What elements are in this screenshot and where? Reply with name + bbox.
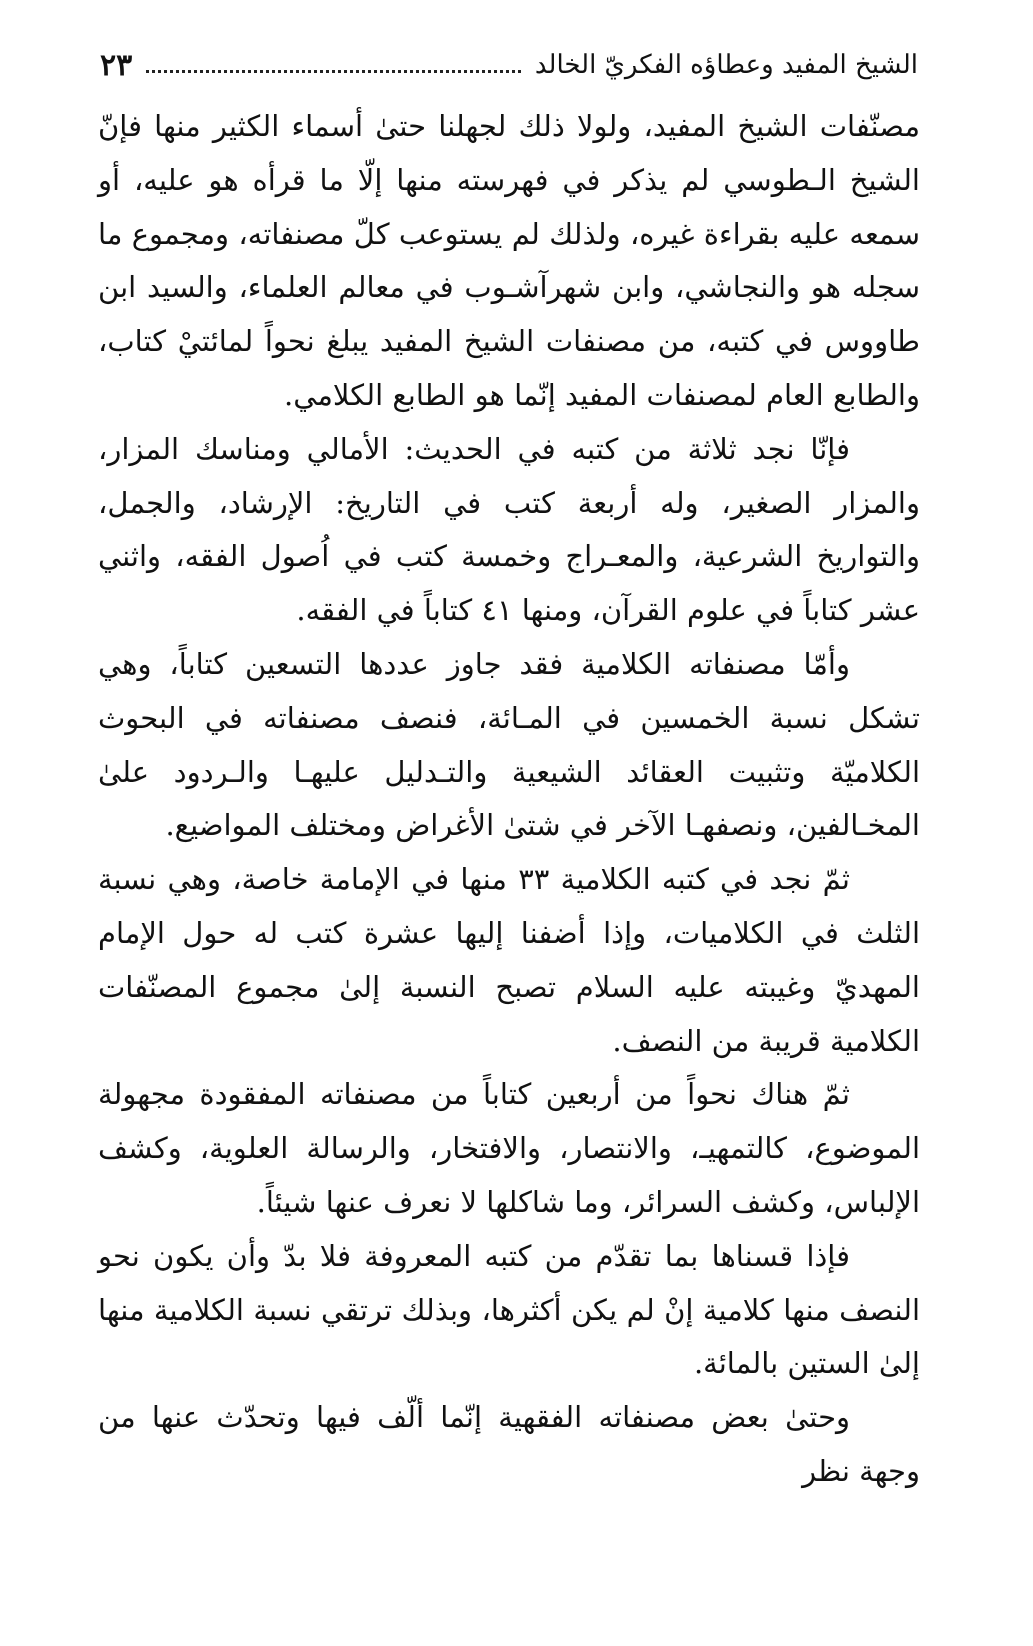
page-number: ٢٣ <box>100 47 133 83</box>
running-header <box>100 40 918 90</box>
header-title: الشيخ المفيد وعطاؤه الفكريّ الخالد <box>534 50 918 80</box>
paragraph-4: ثمّ نجد في كتبه الكلامية ٣٣ منها في الإمامة خاصة، وهي نسبة الثلث في الكلاميات، وإذا أضفنا إليها عشرة كتب له حول الإمام المهديّ وغيبته عليه السلام تصبح النسبة إلىٰ مجموع المصنّفات الكلامية قريبة من النصف. <box>98 862 920 1058</box>
paragraph-6: فإذا قسناها بما تقدّم من كتبه المعروفة فلا بدّ وأن يكون نحو النصف منها كلامية إنْ لم يكن أكثرها، وبذلك ترتقي نسبة الكلامية منها إلىٰ الستين بالمائة. <box>98 1238 920 1381</box>
paragraph-1: مصنّفات الشيخ المفيد، ولولا ذلك لجهلنا حتىٰ أسماء الكثير منها فإنّ الشيخ الـطوسي لم يذكر في فهرسته منها إلّا ما قرأه هو عليه، أو سمعه عليه بقراءة غيره، ولذلك لم يستوعب كلّ مصنفاته، ومجموع ما سجله هو والنجاشي، وابن شهرآشـوب في معالم العلماء، والسيد ابن طاووس في كتبه، من مصنفات الشيخ المفيد يبلغ نحواً لمائتيْ كتاب، والطابع العام لمصنفات المفيد إنّما هو الطابع الكلامي. <box>98 109 920 412</box>
paragraph-5: ثمّ هناك نحواً من أربعين كتاباً من مصنفاته المفقودة مجهولة الموضوع، كالتمهيـ، والانتصار، والافتخار، والرسالة العلوية، وكشف الإلباس، وكشف السرائر، وما شاكلها لا نعرف عنها شيئاً. <box>98 1077 920 1219</box>
dotted-leader <box>146 70 521 73</box>
paragraph-3: وأمّا مصنفاته الكلامية فقد جاوز عددها التسعين كتاباً، وهي تشكل نسبة الخمسين في المـائة، فنصف مصنفاته في البحوث الكلاميّة وتثبيت العقائد الشيعية والتـدليل عليهـا والـردود علىٰ المخـالفين، ونصفهـا الآخر في شتىٰ الأغراض ومختلف المواضيع. <box>98 646 920 843</box>
body-text <box>98 100 920 1499</box>
paragraph-2: فإنّا نجد ثلاثة من كتبه في الحديث: الأمالي ومناسك المزار، والمزار الصغير، وله أربعة كتب في التاريخ: الإرشاد، والجمل، والتواريخ الشرعية، والمعـراج وخمسة كتب في اُصول الفقه، واثني عشر كتاباً في علوم القرآن، ومنها ٤١ كتاباً في الفقه. <box>98 431 920 628</box>
paragraph-7: وحتىٰ بعض مصنفاته الفقهية إنّما ألّف فيها وتحدّث عنها من وجهة نظر <box>98 1400 920 1488</box>
